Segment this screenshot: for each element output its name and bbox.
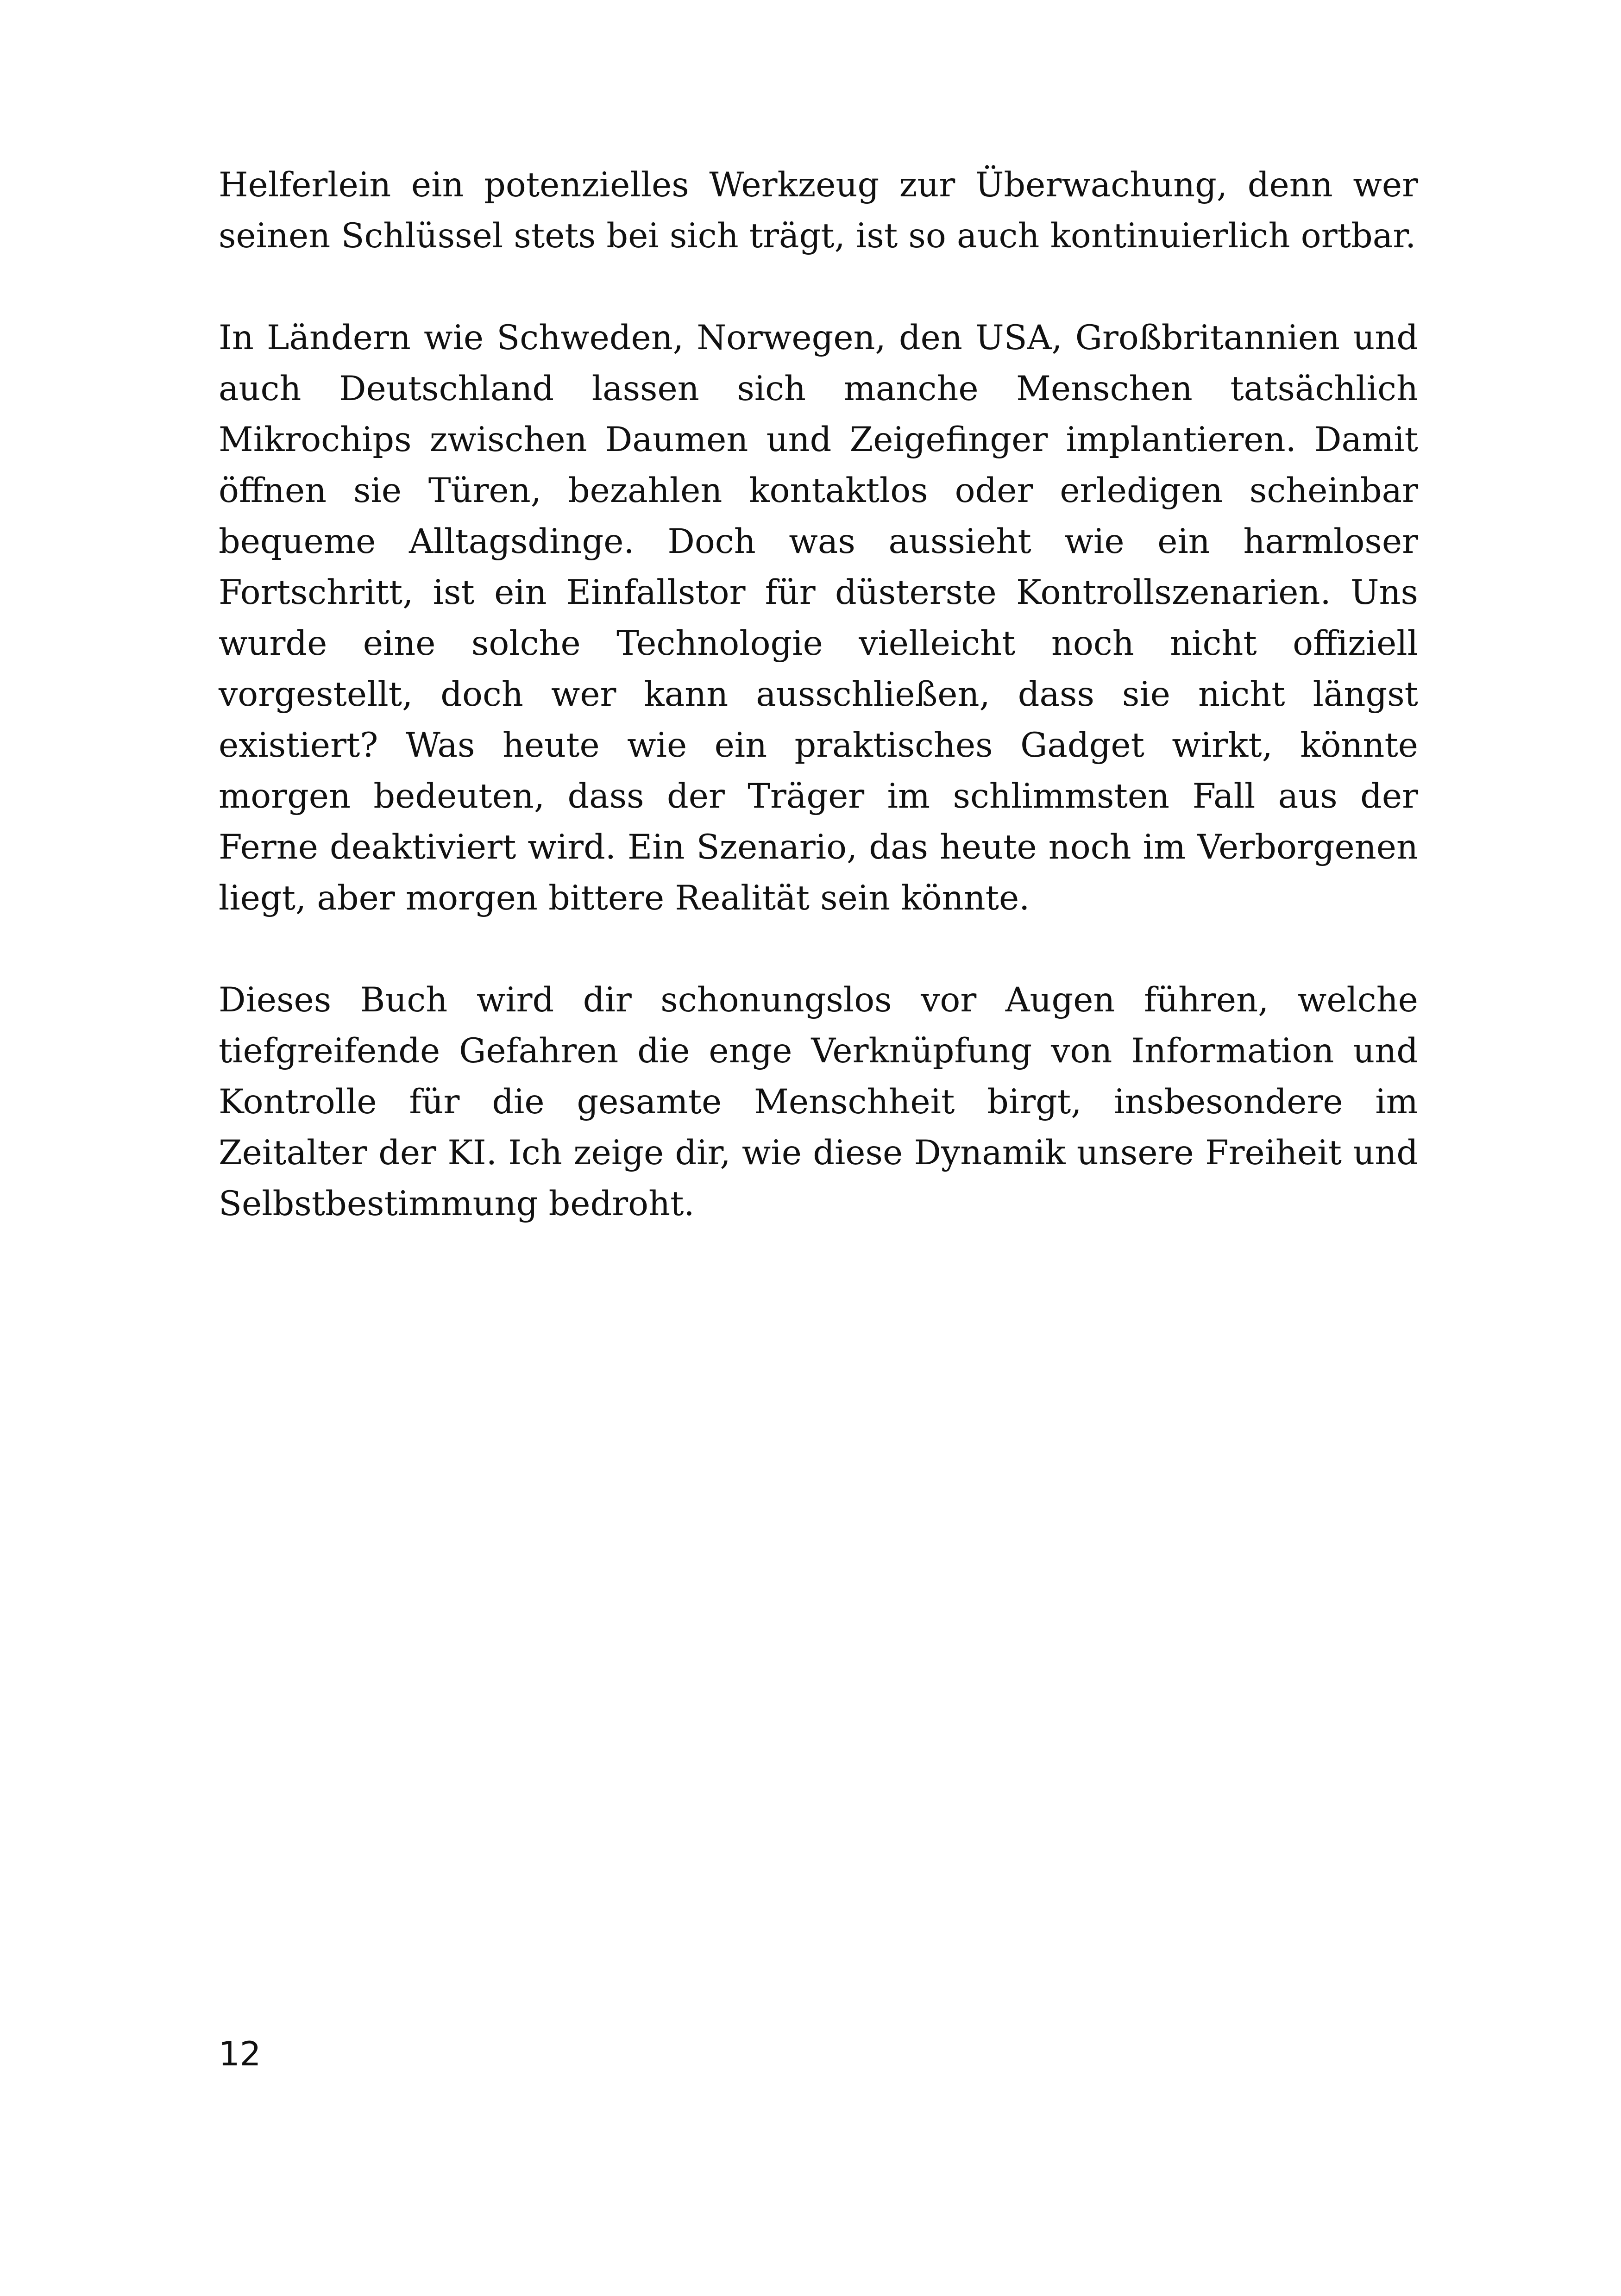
body-text xyxy=(219,160,1418,1230)
paragraph-book-intro: Dieses Buch wird dir schonungslos vor Augen führen, welche tiefgreifende Gefahren die enge Verknüpfung von Information und Kontrolle für die gesamte Menschheit birgt, insbesondere im Zeitalter der KI. Ich zeige dir, wie diese Dynamik unsere Freiheit und Selbstbestimmung bedroht. xyxy=(219,980,1418,1223)
paragraph-surveillance-key: Helferlein ein potenzielles Werkzeug zur Überwachung, denn wer seinen Schlüssel stets bei sich trägt, ist so auch kontinuierlich ortbar. xyxy=(219,165,1418,256)
page-number: 12 xyxy=(219,2034,261,2073)
paragraph-microchips: In Ländern wie Schweden, Norwegen, den USA, Großbritannien und auch Deutschland lassen sich manche Menschen tatsächlich Mikrochips zwischen Daumen und Zeigefinger implantieren. Damit öffnen sie Türen, bezahlen kontaktlos oder erledigen scheinbar bequeme Alltagsdinge. Doch was aussieht wie ein harmloser Fortschritt, ist ein Einfallstor für düsterste Kontrollszenarien. Uns wurde eine solche Technologie vielleicht noch nicht offiziell vorgestellt, doch wer kann ausschließen, dass sie nicht längst existiert? Was heute wie ein praktisches Gadget wirkt, könnte morgen bedeuten, dass der Träger im schlimmsten Fall aus der Ferne deaktiviert wird. Ein Szenario, das heute noch im Verborgenen liegt, aber morgen bittere Realität sein könnte. xyxy=(219,318,1418,918)
